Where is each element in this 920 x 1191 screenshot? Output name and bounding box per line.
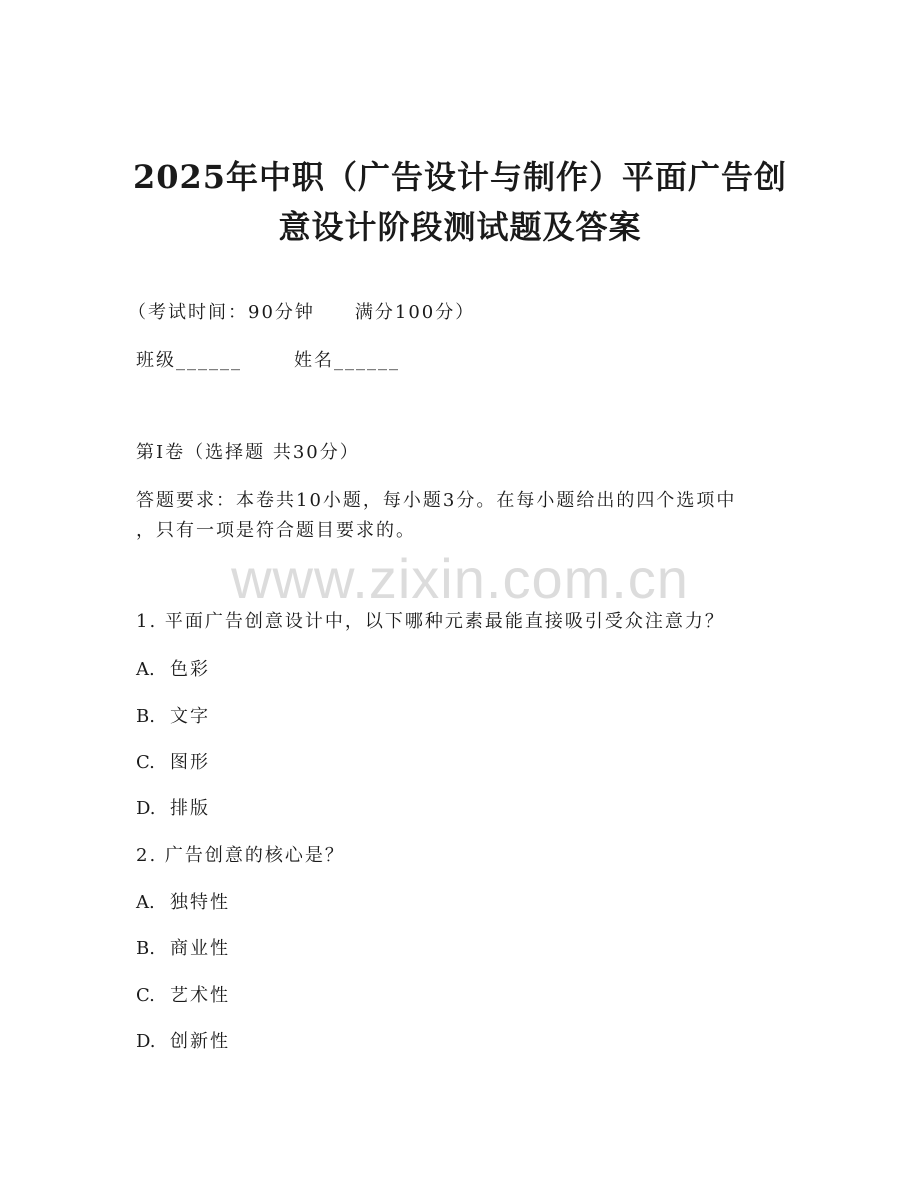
question-2-option-b (136, 937, 230, 961)
option-text: 创新性 (170, 1031, 230, 1052)
option-label: C. (136, 752, 155, 773)
option-text: 独特性 (170, 892, 230, 913)
document-title-line-1: 2025年中职（广告设计与制作）平面广告创 (132, 158, 788, 196)
option-label: A. (136, 659, 155, 680)
option-label: D. (136, 798, 156, 819)
question-1-stem: 1. 平面广告创意设计中，以下哪种元素最能直接吸引受众注意力？ (136, 611, 725, 632)
option-label: A. (136, 892, 155, 913)
question-2-stem: 2. 广告创意的核心是？ (136, 845, 345, 866)
full-score: 满分100分） (354, 302, 476, 323)
question-2-option-c (136, 984, 230, 1008)
requirement-line-1: 答题要求：本卷共10小题，每小题3分。在每小题给出的四个选项中 (136, 490, 737, 511)
question-2-option-a (136, 891, 230, 915)
option-label: B. (136, 706, 155, 727)
section-title: 第I卷（选择题 共30分） (136, 442, 360, 463)
option-label: C. (136, 985, 155, 1006)
watermark: www.zixin.com.cn (231, 547, 689, 610)
option-text: 色彩 (170, 659, 210, 680)
question-1-option-a (136, 658, 210, 682)
name-field: 姓名______ (294, 350, 400, 371)
requirement-line-2: ，只有一项是符合题目要求的。 (136, 520, 416, 541)
question-1-option-c (136, 751, 210, 775)
option-text: 排版 (170, 798, 210, 819)
question-1-option-d (136, 797, 210, 821)
exam-info (128, 301, 475, 325)
option-label: D. (136, 1031, 156, 1052)
option-text: 图形 (170, 752, 210, 773)
option-label: B. (136, 938, 155, 959)
class-name-row (136, 349, 400, 373)
option-text: 商业性 (170, 938, 230, 959)
option-text: 文字 (170, 706, 210, 727)
document-title-line-2: 意设计阶段测试题及答案 (278, 208, 642, 246)
exam-time: （考试时间：90分钟 (128, 302, 315, 323)
question-2-option-d (136, 1030, 230, 1054)
question-1-option-b (136, 705, 210, 729)
class-field: 班级______ (136, 350, 242, 371)
option-text: 艺术性 (170, 985, 230, 1006)
